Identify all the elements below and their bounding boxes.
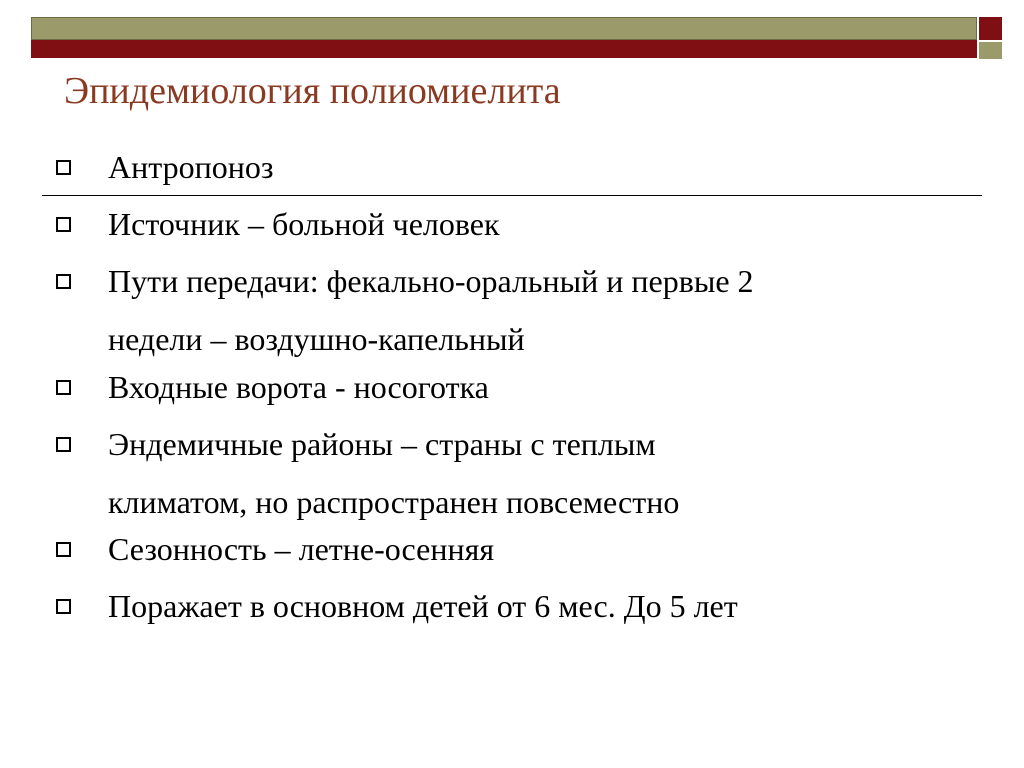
square-bullet-icon <box>56 599 71 614</box>
bullet-line: недели – воздушно-капельный <box>108 321 525 357</box>
bullet-line: Входные ворота - носоготка <box>108 369 489 405</box>
bullet-line: Эндемичные районы – страны с теплым <box>108 426 656 462</box>
bullet-line: Сезонность – летне-осенняя <box>108 531 495 567</box>
bullet-text <box>108 579 988 633</box>
bullet-text <box>108 197 988 251</box>
square-bullet-icon <box>56 437 71 452</box>
square-bullet-icon <box>56 217 71 232</box>
square-bullet-icon <box>56 542 71 557</box>
square-bullet-icon <box>56 380 71 395</box>
bullet-text <box>108 360 988 414</box>
bullet-line: климатом, но распространен повсеместно <box>108 484 680 520</box>
slide-title: Эпидемиология полиомиелита <box>64 70 561 112</box>
bullet-line: Антропоноз <box>108 149 274 185</box>
bullet-line: Пути передачи: фекально-оральный и первые 2 <box>108 263 754 299</box>
bullet-line: Источник – больной человек <box>108 206 500 242</box>
bullet-line: Поражает в основном детей от 6 мес. До 5 лет <box>108 588 738 624</box>
bullet-text <box>108 522 988 576</box>
bullet-text <box>108 254 988 366</box>
bullet-text <box>108 417 988 529</box>
square-bullet-icon <box>56 160 71 175</box>
square-bullet-icon <box>56 274 71 289</box>
bullet-text <box>108 140 988 194</box>
